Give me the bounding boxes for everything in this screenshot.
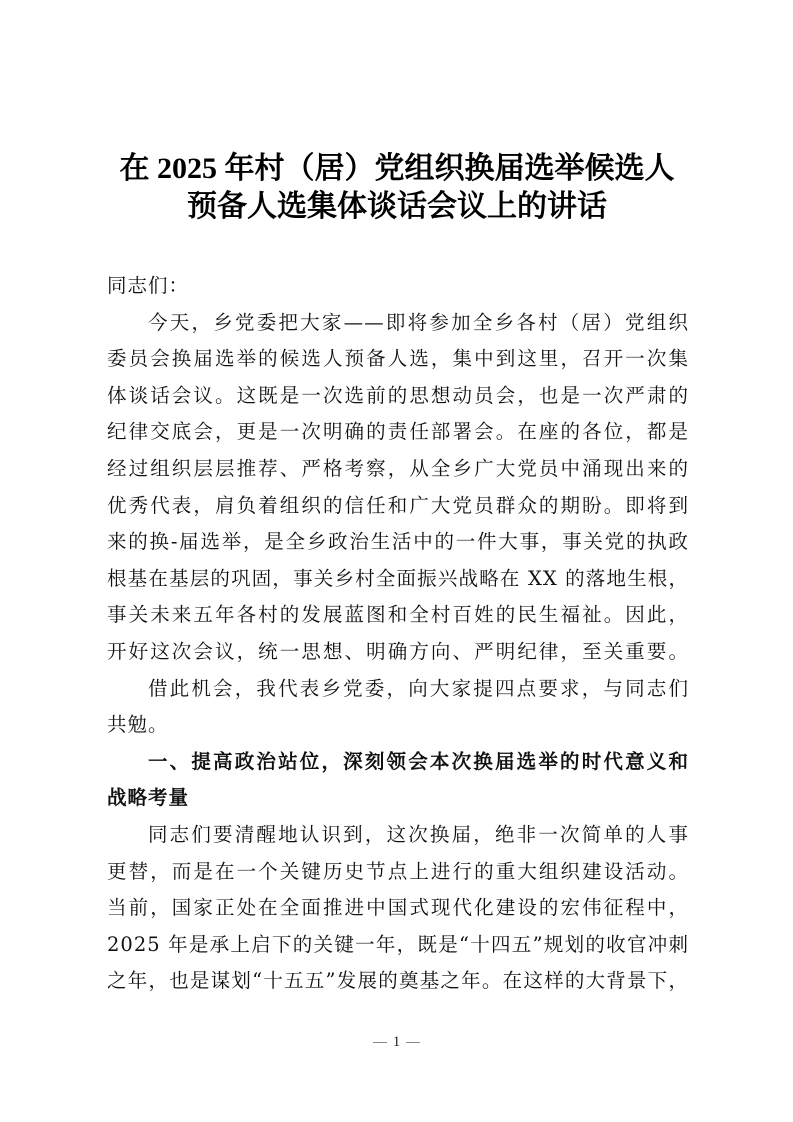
body-line: 借此机会，我代表乡党委，向大家提四点要求，与同志们 — [148, 676, 689, 700]
body-line: 之年，也是谋划“十五五”发展的奠基之年。在这样的大背景下， — [107, 969, 689, 993]
body-line: 根基在基层的巩固，事关乡村全面振兴战略在 XX 的落地生根， — [107, 566, 689, 590]
body-line: 纪律交底会，更是一次明确的责任部署会。在座的各位，都是 — [107, 420, 689, 444]
body-line: 今天，乡党委把大家——即将参加全乡各村（居）党组织 — [148, 310, 689, 334]
body-line: 开好这次会议，统一思想、明确方向、严明纪律，至关重要。 — [107, 639, 689, 663]
salutation: 同志们： — [107, 274, 190, 297]
body-line: 来的换-届选举，是全乡政治生活中的一件大事，事关党的执政 — [107, 530, 689, 554]
body-line: 同志们要清醒地认识到，这次换届，绝非一次简单的人事 — [148, 822, 689, 846]
page-number-value: 1 — [392, 1034, 401, 1050]
page-number — [0, 1034, 793, 1051]
title-line-1: 在 2025 年村（居）党组织换届选举候选人 — [119, 152, 675, 185]
body-line: 当前，国家正处在全面推进中国式现代化建设的宏伟征程中， — [107, 896, 689, 920]
body-line: 更替，而是在一个关键历史节点上进行的重大组织建设活动。 — [107, 859, 689, 883]
body-line: 优秀代表，肩负着组织的信任和广大党员群众的期盼。即将到 — [107, 493, 689, 517]
body-line: 共勉。 — [107, 713, 169, 737]
body-line: 经过组织层层推荐、严格考察，从全乡广大党员中涌现出来的 — [107, 456, 689, 480]
document-title — [100, 150, 694, 226]
body-line: 事关未来五年各村的发展蓝图和全村百姓的民生福祉。因此， — [107, 603, 689, 627]
section-heading-line: 一、提高政治站位，深刻领会本次换届选举的时代意义和 — [148, 749, 689, 773]
body-line: 委员会换届选举的候选人预备人选，集中到这里，召开一次集 — [107, 347, 689, 371]
body-line: 体谈话会议。这既是一次选前的思想动员会，也是一次严肃的 — [107, 383, 689, 407]
body-line: 2025 年是承上启下的关键一年，既是“十四五”规划的收官冲刺 — [107, 932, 689, 956]
page-number-dash-right — [406, 1042, 420, 1043]
title-line-2: 预备人选集体谈话会议上的讲话 — [187, 190, 607, 223]
section-heading-line: 战略考量 — [107, 786, 190, 810]
page-number-dash-left — [373, 1042, 387, 1043]
document-body — [107, 268, 689, 1000]
